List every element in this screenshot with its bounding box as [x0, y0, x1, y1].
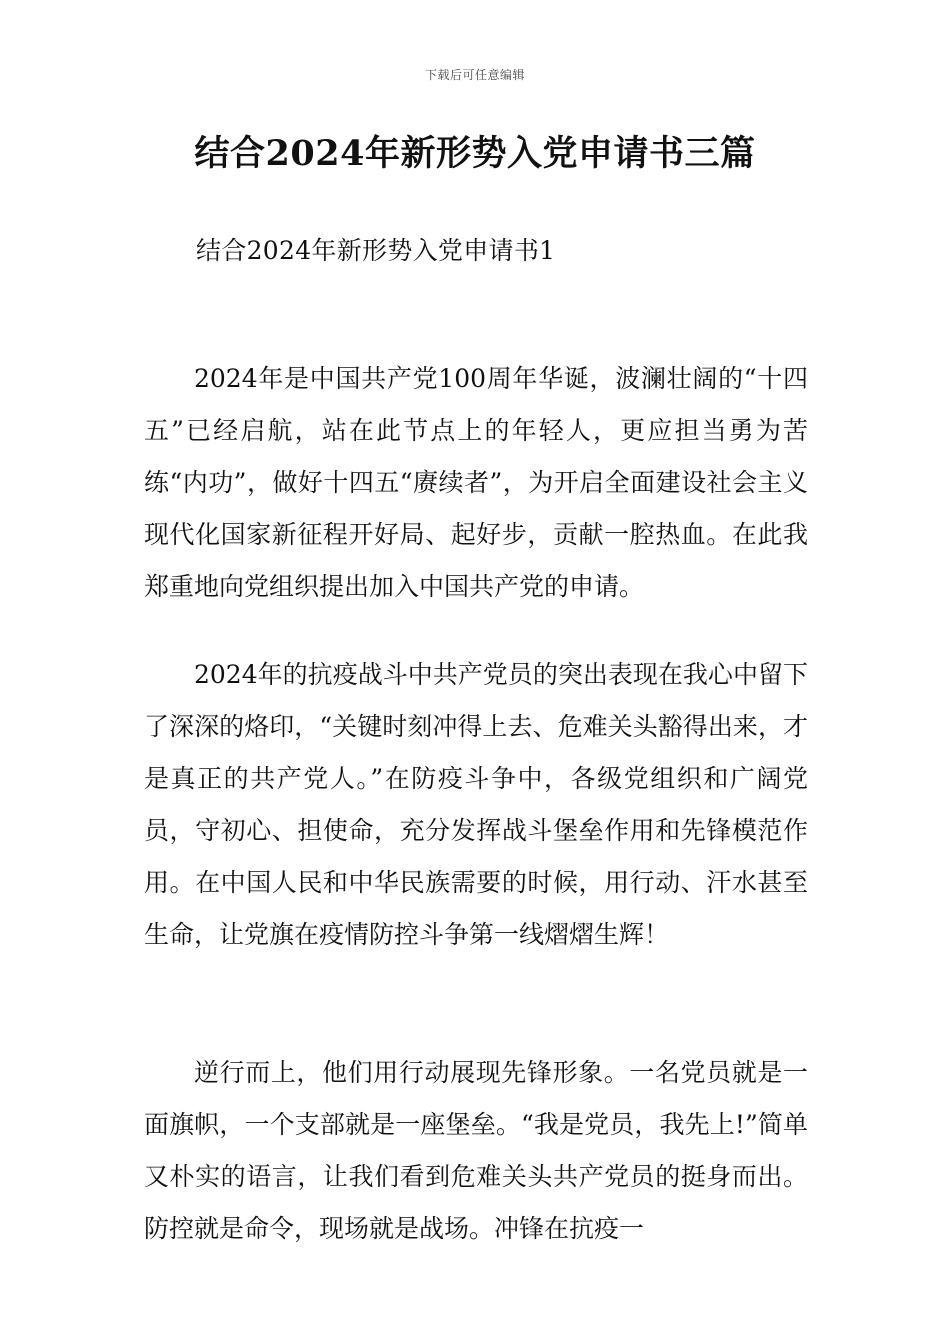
header-note: 下载后可任意编辑	[424, 68, 525, 82]
body-paragraph-3: 逆行而上，他们用行动展现先锋形象。一名党员就是一面旗帜，一个支部就是一座堡垒。“我是党员，我先上!”简单又朴实的语言，让我们看到危难关头共产党员的挺身而出。防控就是命令，现场就是战场。冲锋在抗疫一	[144, 1058, 808, 1243]
body-paragraph-2: 2024年的抗疫战斗中共产党员的突出表现在我心中留下了深深的烙印，“关键时刻冲得上去、危难关头豁得出来，才是真正的共产党人。”在防疫斗争中，各级党组织和广阔党员，守初心、担使命，充分发挥战斗堡垒作用和先锋模范作用。在中国人民和中华民族需要的时候，用行动、汗水甚至生命，让党旗在疫情防控斗争第一线熠熠生辉！	[144, 660, 808, 949]
section-heading: 结合2024年新形势入党申请书1	[196, 236, 556, 265]
body-paragraph-1: 2024年是中国共产党100周年华诞，波澜壮阔的“十四五”已经启航，站在此节点上的年轻人，更应担当勇为苦练“内功”，做好十四五“赓续者”，为开启全面建设社会主义现代化国家新征程开好局、起好步，贡献一腔热血。在此我郑重地向党组织提出加入中国共产党的申请。	[144, 364, 808, 601]
document-title: 结合2024年新形势入党申请书三篇	[194, 133, 756, 174]
